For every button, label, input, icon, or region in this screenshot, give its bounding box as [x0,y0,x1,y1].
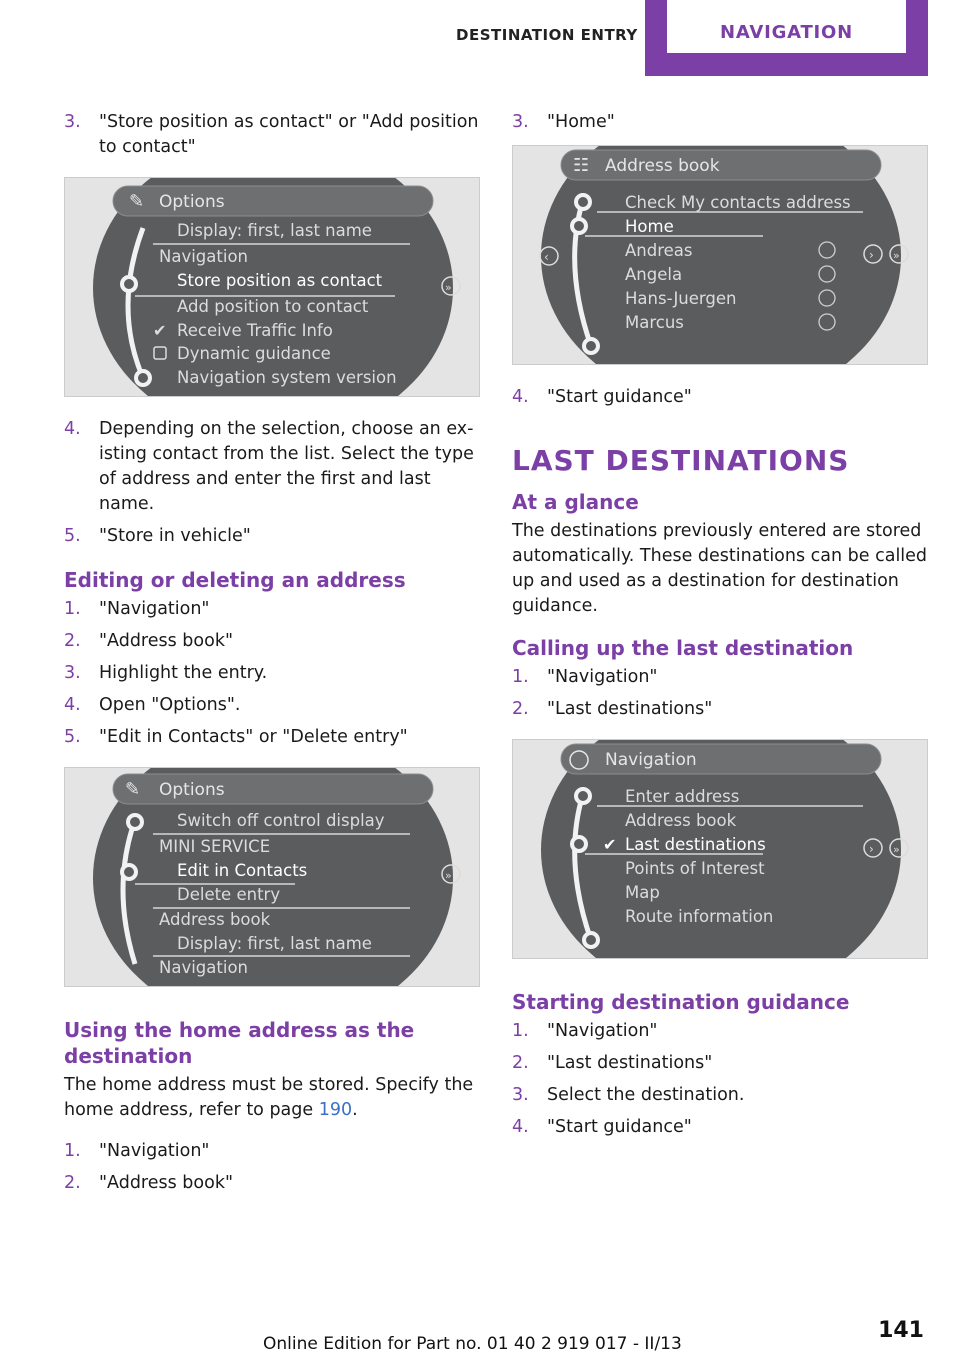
screen-row: Display: first, last name [177,934,372,953]
screen-row: Dynamic guidance [177,344,331,363]
svg-text:»: » [445,869,452,882]
svg-text:›: › [869,248,874,262]
step-list [512,110,930,135]
screen-menu-icon: ✎ [125,779,141,800]
screen-row: Navigation [159,958,248,977]
section-heading: Starting destination guidance [512,990,850,1014]
screen-row: Delete entry [177,885,281,904]
running-header-section: DESTINATION ENTRY [456,26,638,44]
step-item: 2. "Last destinations" [512,1053,713,1073]
screen-row-selected: Edit in Contacts [177,861,308,880]
screen-title: Address book [605,156,720,176]
step-list [64,110,482,160]
screen-title: Navigation [605,750,697,770]
svg-text:»: » [893,249,900,262]
options-screenshot-edit [64,767,480,987]
page-footer [0,1318,960,1358]
screen-row: Map [625,883,660,902]
chapter-tab [645,0,928,76]
step-list [512,1019,930,1140]
step-item: 4. "Start guidance" [512,387,692,407]
screen-row: MINI SERVICE [159,837,271,856]
step-item: 5. "Edit in Contacts" or "Delete entry" [64,727,408,747]
left-column [64,110,482,1203]
address-book-icon: ☷ [573,155,590,176]
screen-row: Address book [159,910,271,929]
screen-title: Options [159,192,225,212]
screen-row: Marcus [625,313,684,332]
screen-row: Points of Interest [625,859,765,878]
page-number: 141 [878,1318,924,1343]
svg-text:»: » [445,281,452,294]
step-item: 3. "Store position as contact" or "Add position to contact" [64,112,479,157]
step-item: 5. "Store in vehicle" [64,526,251,546]
screen-row: Switch off control display [177,811,385,830]
options-screenshot [64,177,480,397]
chapter-title: NAVIGATION [719,22,854,43]
screen-row: Enter address [625,787,740,806]
step-item: 4. Depending on the selection, choose an existing contact from the list. Select the type of address and enter the first and last name. [64,419,474,514]
step-item: 4. Open "Options". [64,695,241,715]
step-list [512,385,930,410]
screen-row-selected: Store position as contact [177,271,383,290]
right-column [512,110,930,1147]
screen-row: Navigation system version [177,368,397,387]
step-item: 2. "Address book" [64,631,234,651]
step-item: 3. Highlight the entry. [64,663,268,683]
step-list [64,417,482,549]
page-reference-link[interactable]: 190 [318,1100,353,1120]
svg-text:»: » [893,843,900,856]
screen-title: Options [159,780,225,800]
address-book-screenshot [512,145,928,365]
body-paragraph: The destinations previously entered are stored automatically. These destinations can be called up and used as a destination for destination guidance. [512,521,928,616]
screen-row-selected: Home [625,217,674,236]
step-item: 1. "Navigation" [512,667,658,687]
screen-row: Display: first, last name [177,221,372,240]
screen-row: Andreas [625,241,693,260]
screen-row: Check My contacts address [625,193,851,212]
screen-row: Route information [625,907,774,926]
svg-text:›: › [869,842,874,856]
screen-row-selected: Last destinations [625,835,766,854]
check-icon: ✔ [603,835,617,854]
check-icon: ✔ [153,321,167,340]
step-list [64,1139,482,1196]
step-item: 1. "Navigation" [512,1021,658,1041]
svg-text:‹: ‹ [544,250,549,264]
section-heading: Editing or deleting an address [64,568,406,592]
screen-row: Address book [625,811,737,830]
step-list [64,597,482,750]
step-list [512,665,930,722]
screen-row: Angela [625,265,683,284]
step-item: 2. "Last destinations" [512,699,713,719]
chapter-section-title: LAST DESTINATIONS [512,444,850,477]
screen-menu-icon: ✎ [129,191,145,212]
screen-row: Add position to contact [177,297,369,316]
body-paragraph: The home address must be stored. Specify the home address, refer to page 190. [64,1075,474,1120]
step-item: 4. "Start guidance" [512,1117,692,1137]
edition-note: Online Edition for Part no. 01 40 2 919 017 - II/13 [263,1334,682,1354]
navigation-menu-screenshot [512,739,928,959]
step-item: 3. "Home" [512,112,615,132]
screen-row: Hans-Juergen [625,289,737,308]
screen-row: Receive Traffic Info [177,321,333,340]
step-item: 1. "Navigation" [64,1141,210,1161]
step-item: 1. "Navigation" [64,599,210,619]
step-item: 2. "Address book" [64,1173,234,1193]
section-heading: Using the home address as the destination [64,1018,415,1068]
screen-row: Navigation [159,247,248,266]
section-heading: At a glance [512,490,639,514]
step-item: 3. Select the destination. [512,1085,745,1105]
section-heading: Calling up the last destination [512,636,854,660]
